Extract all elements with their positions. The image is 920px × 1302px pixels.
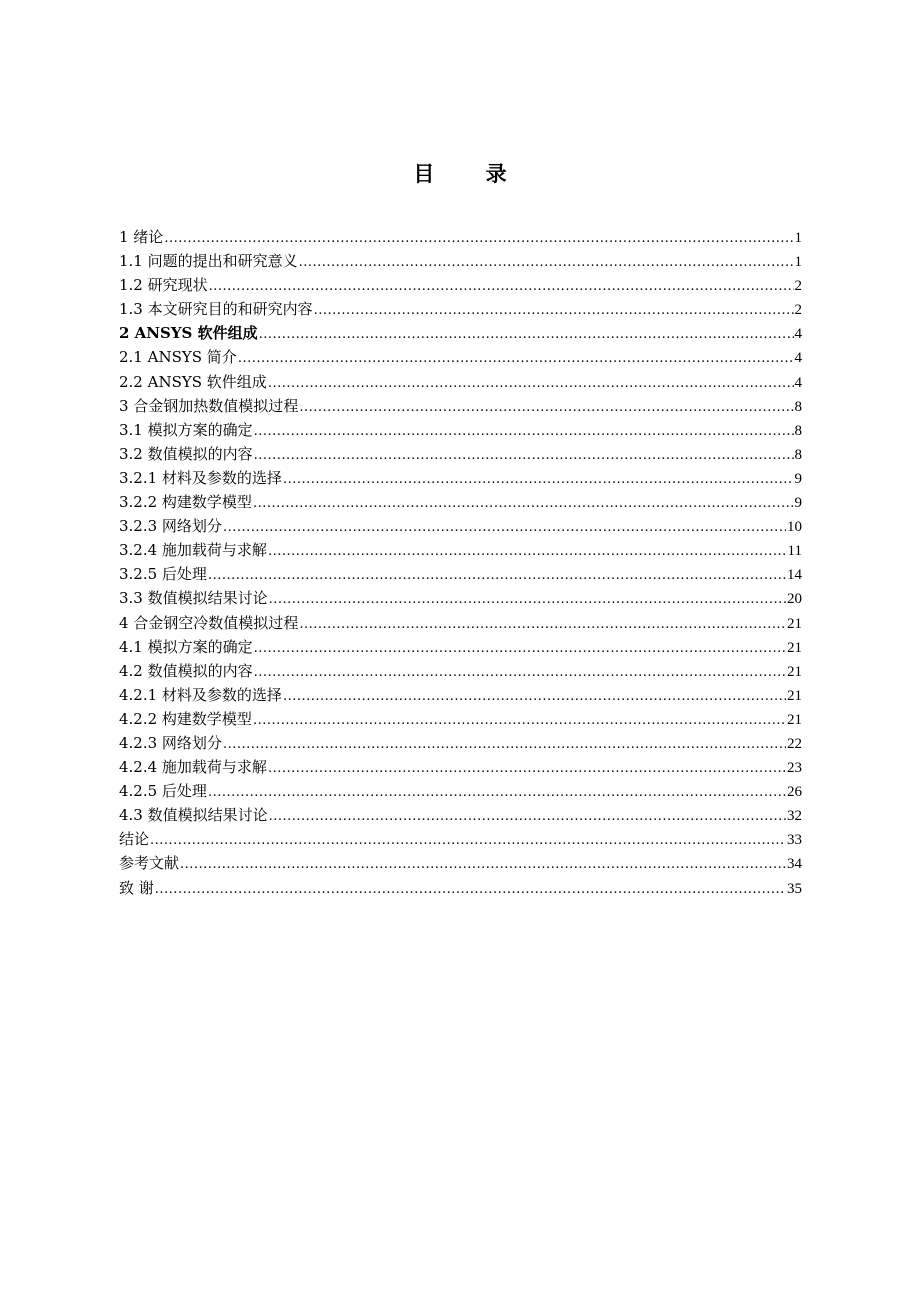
toc-page-number: 14 bbox=[787, 567, 802, 584]
toc-entry-label: 3.2 数值模拟的内容 bbox=[119, 444, 253, 463]
toc-entry-label: 3.2.3 网络划分 bbox=[119, 517, 222, 536]
toc-entry-label: 4.2.5 后处理 bbox=[119, 782, 207, 801]
toc-page-number: 8 bbox=[794, 422, 802, 439]
toc-dot-leader bbox=[155, 878, 786, 902]
toc-entry[interactable] bbox=[119, 827, 802, 851]
toc-page-number: 22 bbox=[787, 735, 802, 752]
toc-page-number: 32 bbox=[787, 808, 802, 825]
toc-entry[interactable] bbox=[119, 659, 802, 683]
toc-entry[interactable] bbox=[119, 273, 802, 297]
toc-entry[interactable] bbox=[119, 249, 802, 273]
toc-entry[interactable] bbox=[119, 635, 802, 659]
toc-page-number: 21 bbox=[787, 639, 802, 656]
toc-dot-leader bbox=[299, 251, 794, 275]
toc-page-number: 8 bbox=[794, 398, 802, 415]
toc-entry[interactable] bbox=[119, 321, 802, 345]
toc-dot-leader bbox=[223, 733, 786, 757]
toc-dot-leader bbox=[150, 829, 786, 853]
toc-dot-leader bbox=[268, 372, 794, 396]
toc-page-number: 10 bbox=[787, 519, 802, 536]
toc-dot-leader bbox=[299, 396, 793, 420]
toc-page-number: 8 bbox=[794, 446, 802, 463]
toc-entry-label: 1.1 问题的提出和研究意义 bbox=[119, 252, 298, 271]
toc-page-number: 21 bbox=[787, 687, 802, 704]
toc-dot-leader bbox=[223, 516, 786, 540]
toc-dot-leader bbox=[283, 468, 794, 492]
toc-entry-label: 4.2 数值模拟的内容 bbox=[119, 661, 253, 680]
toc-dot-leader bbox=[254, 420, 794, 444]
toc-entry[interactable] bbox=[119, 370, 802, 394]
toc-entry-label: 4.2.2 构建数学模型 bbox=[119, 709, 252, 728]
toc-dot-leader bbox=[238, 347, 794, 371]
toc-entry-label: 2.2 ANSYS 软件组成 bbox=[119, 372, 267, 391]
toc-entry-label: 4 合金钢空冷数值模拟过程 bbox=[119, 613, 299, 632]
toc-entry[interactable] bbox=[119, 611, 802, 635]
toc-entry[interactable] bbox=[119, 562, 802, 586]
toc-dot-leader bbox=[209, 275, 794, 299]
toc-entry-label: 参考文献 bbox=[119, 854, 180, 873]
toc-entry[interactable] bbox=[119, 538, 802, 562]
toc-page-number: 4 bbox=[794, 350, 802, 367]
toc-entry-label: 3.1 模拟方案的确定 bbox=[119, 420, 253, 439]
toc-entry-label: 4.2.4 施加载荷与求解 bbox=[119, 758, 267, 777]
toc-entry[interactable] bbox=[119, 876, 802, 900]
toc-page-number: 20 bbox=[787, 591, 802, 608]
toc-entry-label: 4.3 数值模拟结果讨论 bbox=[119, 806, 268, 825]
table-of-contents bbox=[119, 225, 802, 900]
toc-entry[interactable] bbox=[119, 297, 802, 321]
toc-entry-label: 致 谢 bbox=[119, 878, 154, 897]
toc-entry-label: 1 绪论 bbox=[119, 228, 164, 246]
toc-entry[interactable] bbox=[119, 755, 802, 779]
toc-dot-leader bbox=[208, 781, 786, 805]
toc-dot-leader bbox=[180, 853, 786, 877]
toc-entry[interactable] bbox=[119, 394, 802, 418]
toc-entry[interactable] bbox=[119, 490, 802, 514]
toc-entry[interactable] bbox=[119, 779, 802, 803]
toc-dot-leader bbox=[254, 444, 794, 468]
toc-entry[interactable] bbox=[119, 803, 802, 827]
toc-entry-label: 3.2.2 构建数学模型 bbox=[119, 493, 252, 512]
toc-entry-label: 3.2.1 材料及参数的选择 bbox=[119, 468, 282, 487]
toc-dot-leader bbox=[269, 588, 786, 612]
toc-dot-leader bbox=[283, 685, 786, 709]
toc-entry-label: 4.1 模拟方案的确定 bbox=[119, 637, 253, 656]
toc-entry[interactable] bbox=[119, 514, 802, 538]
toc-page-number: 23 bbox=[787, 760, 802, 777]
toc-entry[interactable] bbox=[119, 731, 802, 755]
toc-page-number: 11 bbox=[787, 543, 802, 560]
toc-page-number: 33 bbox=[787, 832, 802, 849]
toc-entry[interactable] bbox=[119, 851, 802, 875]
toc-page-number: 26 bbox=[787, 784, 802, 801]
toc-dot-leader bbox=[254, 637, 786, 661]
toc-dot-leader bbox=[164, 227, 793, 251]
toc-dot-leader bbox=[269, 805, 786, 829]
toc-entry[interactable] bbox=[119, 345, 802, 369]
toc-entry-label: 结论 bbox=[119, 830, 150, 849]
toc-entry-label: 1.3 本文研究目的和研究内容 bbox=[119, 300, 313, 319]
toc-page-number: 35 bbox=[787, 880, 802, 897]
toc-entry[interactable] bbox=[119, 586, 802, 610]
toc-dot-leader bbox=[259, 323, 794, 347]
toc-entry-label: 4.2.1 材料及参数的选择 bbox=[119, 685, 282, 704]
toc-entry-label: 1.2 研究现状 bbox=[119, 276, 208, 295]
toc-entry[interactable] bbox=[119, 707, 802, 731]
toc-page-number: 21 bbox=[787, 663, 802, 680]
toc-entry-label: 3.2.4 施加载荷与求解 bbox=[119, 541, 267, 560]
toc-entry[interactable] bbox=[119, 225, 802, 249]
toc-dot-leader bbox=[253, 709, 786, 733]
toc-entry-label: 3.2.5 后处理 bbox=[119, 565, 207, 584]
toc-page-number: 2 bbox=[794, 302, 802, 319]
toc-entry-label: 4.2.3 网络划分 bbox=[119, 733, 222, 752]
toc-page-number: 34 bbox=[787, 856, 802, 873]
toc-entry-label: 3.3 数值模拟结果讨论 bbox=[119, 589, 268, 608]
toc-entry-label: 2 ANSYS 软件组成 bbox=[119, 324, 258, 343]
toc-entry-label: 3 合金钢加热数值模拟过程 bbox=[119, 396, 299, 415]
toc-dot-leader bbox=[253, 492, 794, 516]
toc-entry-label: 2.1 ANSYS 简介 bbox=[119, 348, 237, 367]
toc-page-number: 1 bbox=[794, 254, 802, 271]
toc-entry[interactable] bbox=[119, 683, 802, 707]
toc-entry[interactable] bbox=[119, 418, 802, 442]
toc-page-number: 4 bbox=[794, 326, 802, 343]
toc-dot-leader bbox=[268, 757, 786, 781]
toc-page-number: 9 bbox=[794, 470, 802, 487]
toc-dot-leader bbox=[254, 661, 786, 685]
toc-dot-leader bbox=[314, 299, 794, 323]
toc-dot-leader bbox=[268, 540, 787, 564]
toc-entry[interactable] bbox=[119, 442, 802, 466]
toc-entry[interactable] bbox=[119, 466, 802, 490]
toc-dot-leader bbox=[299, 613, 786, 637]
toc-page-number: 21 bbox=[787, 615, 802, 632]
toc-page-number: 4 bbox=[794, 374, 802, 391]
toc-page-number: 2 bbox=[794, 278, 802, 295]
toc-dot-leader bbox=[208, 564, 786, 588]
toc-page-number: 1 bbox=[794, 230, 802, 246]
toc-page-number: 21 bbox=[787, 711, 802, 728]
toc-page-number: 9 bbox=[794, 495, 802, 512]
page-title: 目 录 bbox=[413, 162, 529, 186]
